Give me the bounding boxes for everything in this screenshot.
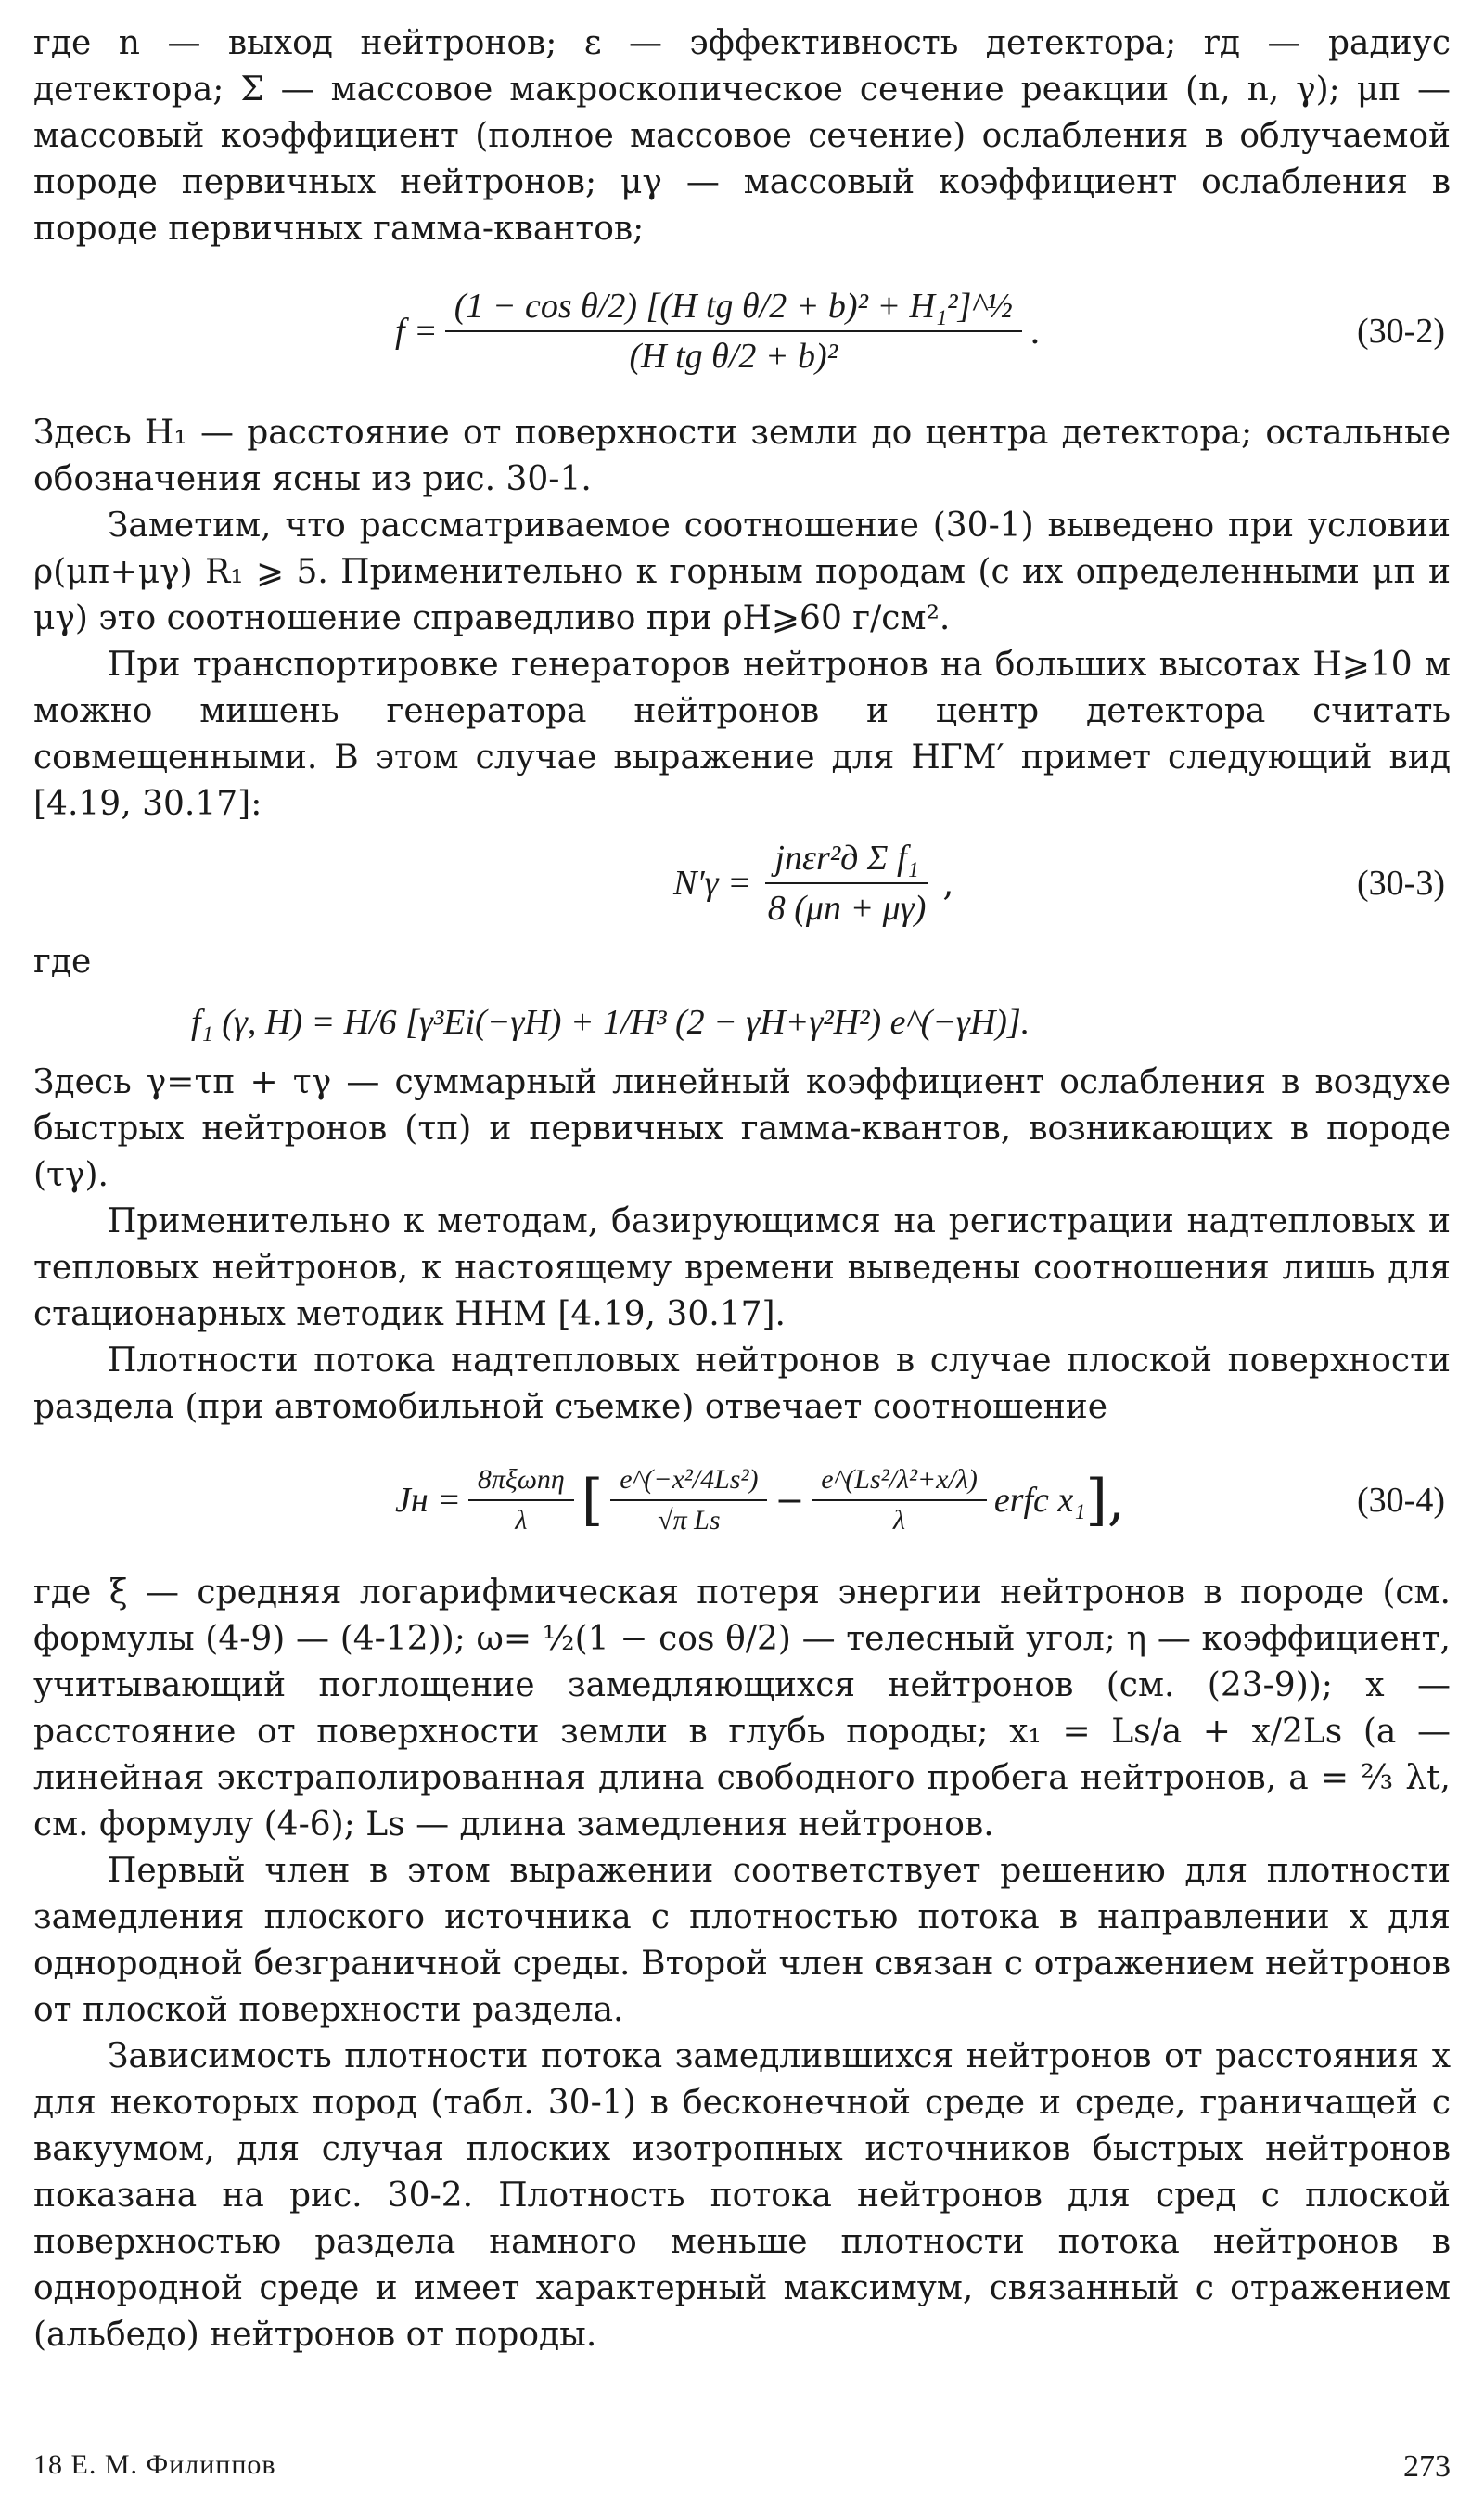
formula-30-4-term1-numerator: e^(−x²/4Ls²) [610, 1464, 767, 1501]
formula-30-3-number: (30-3) [1357, 864, 1445, 903]
formula-30-2-numerator: (1 − cos θ/2) [(H tg θ/2 + b)² + H₁²]^½ [445, 286, 1022, 332]
formula-30-4-term2-numerator: e^(Ls²/λ²+x/λ) [812, 1464, 987, 1501]
paragraph-xi-definition: где ξ — средняя логарифмическая потеря энергии нейтронов в породе (см. формулы (4-9) — (4-12)); ω= ½(1 − cos θ/2) — телесный угол; η — коэффициент, учитывающий поглощение замедляющихся нейтронов (см. (23-9)); x — расстояние от поверхности земли в глубь породы; x₁ = Ls/a + x/2Ls (a — линейная экстраполированная длина свободного пробега нейтронов, a = ⅔ λt, см. формулу (4-6); Ls — длина замедления нейтронов. [33, 1574, 1451, 1844]
formula-30-4-minus: − [774, 1480, 805, 1521]
formula-30-3-tail: , [942, 863, 954, 904]
formula-30-3-denominator: 8 (μп + μγ) [767, 889, 927, 928]
formula-30-3-fraction [759, 838, 936, 929]
paragraph-transport: При транспортировке генераторов нейтронов на больших высотах H⩾10 м можно мишень генератора нейтронов и центр детектора считать совмещенными. В этом случае выражение для НГМ′ примет следующий вид [4.19, 30.17]: [33, 646, 1451, 823]
formula-30-2-lhs: f = [395, 312, 438, 351]
formula-30-4-term2 [812, 1464, 987, 1536]
paragraph-dependence: Зависимость плотности потока замедлившихся нейтронов от расстояния x для некоторых пород (табл. 30-1) в бесконечной среде и среде, граничащей с вакуумом, для случая плоских изотропных источников быстрых нейтронов показана на рис. 30-2. Плотность потока нейтронов для сред с плоской поверхностью раздела намного меньше плотности потока нейтронов в однородной среде и имеет характерный максимум, связанный с отражением (альбедо) нейтронов от породы. [33, 2037, 1451, 2354]
formula-30-4-term1-denominator: √π Ls [658, 1505, 721, 1535]
paragraph-where: где [33, 943, 92, 981]
formula-f1 [33, 985, 1451, 1060]
formula-30-2-tail: . [1029, 311, 1041, 352]
formula-30-3-lhs: N′γ = [673, 864, 751, 903]
formula-30-2-denominator: (H tg θ/2 + b)² [629, 337, 838, 376]
formula-30-2-number: (30-2) [1357, 312, 1445, 351]
page-number: 273 [1403, 2449, 1451, 2484]
formula-30-2 [33, 252, 1451, 410]
page-footer [33, 2449, 1451, 2485]
paragraph-h1-definition: Здесь H₁ — расстояние от поверхности земли до центра детектора; остальные обозначения ясны из рис. 30-1. [33, 414, 1451, 498]
footer-signature: 18 Е. М. Филиппов [33, 2449, 276, 2480]
paragraph-gamma-definition: Здесь γ=τп + τγ — суммарный линейный коэффициент ослабления в воздухе быстрых нейтронов (τп) и первичных гамма-квантов, возникающих в породе (τγ). [33, 1063, 1451, 1194]
formula-30-4-coef-numerator: 8πξωnη [468, 1464, 574, 1501]
paragraph-flux-density: Плотности потока надтепловых нейтронов в случае плоской поверхности раздела (при автомобильной съемке) отвечает соотношение [33, 1342, 1451, 1426]
formula-30-4-term1 [610, 1464, 767, 1536]
formula-f1-expression: f₁ (γ, H) = H/6 [γ³Ei(−γH) + 1/H³ (2 − γH+γ²H²) e^(−γH)]. [191, 1003, 1030, 1042]
formula-30-2-fraction [445, 286, 1022, 377]
paragraph-condition: Заметим, что рассматриваемое соотношение (30-1) выведено при условии ρ(μп+μγ) R₁ ⩾ 5. Применительно к горным породам (с их определенными μп и μγ) это соотношение справедливо при ρH⩾60 г/см². [33, 507, 1451, 637]
formula-30-4-bracket-close: ], [1085, 1468, 1125, 1533]
paragraph-first-term: Первый член в этом выражении соответствует решению для плотности замедления плоского источника с плотностью потока в направлении x для однородной безграничной среды. Второй член связан с отражением нейтронов от плоской поверхности раздела. [33, 1852, 1451, 2029]
formula-30-3-numerator: jnεr²д Σ f₁ [765, 838, 928, 884]
formula-30-4-bracket-open: [ [581, 1468, 604, 1533]
paragraph-methods: Применительно к методам, базирующимся на регистрации надтепловых и тепловых нейтронов, к настоящему времени выведены соотношения лишь для стационарных методик ННМ [4.19, 30.17]. [33, 1202, 1451, 1333]
formula-30-4-erfc: erfc x₁ [993, 1481, 1086, 1520]
formula-30-3 [33, 828, 1451, 939]
paragraph-notation: где n — выход нейтронов; ε — эффективность детектора; rд — радиус детектора; Σ — массовое макроскопическое сечение реакции (n, n, γ); μп — массовый коэффициент (полное массовое сечение) ослабления в облучаемой породе первичных нейтронов; μγ — массовый коэффициент ослабления в породе первичных гамма-квантов; [33, 24, 1451, 248]
formula-30-4 [33, 1431, 1451, 1570]
formula-30-4-coefficient [468, 1464, 574, 1536]
page-body [33, 20, 1451, 2358]
formula-30-4-lhs: Jн = [395, 1481, 461, 1520]
formula-30-4-term2-denominator: λ [893, 1505, 906, 1535]
formula-30-4-number: (30-4) [1357, 1481, 1445, 1520]
formula-30-4-coef-denominator: λ [515, 1505, 528, 1535]
